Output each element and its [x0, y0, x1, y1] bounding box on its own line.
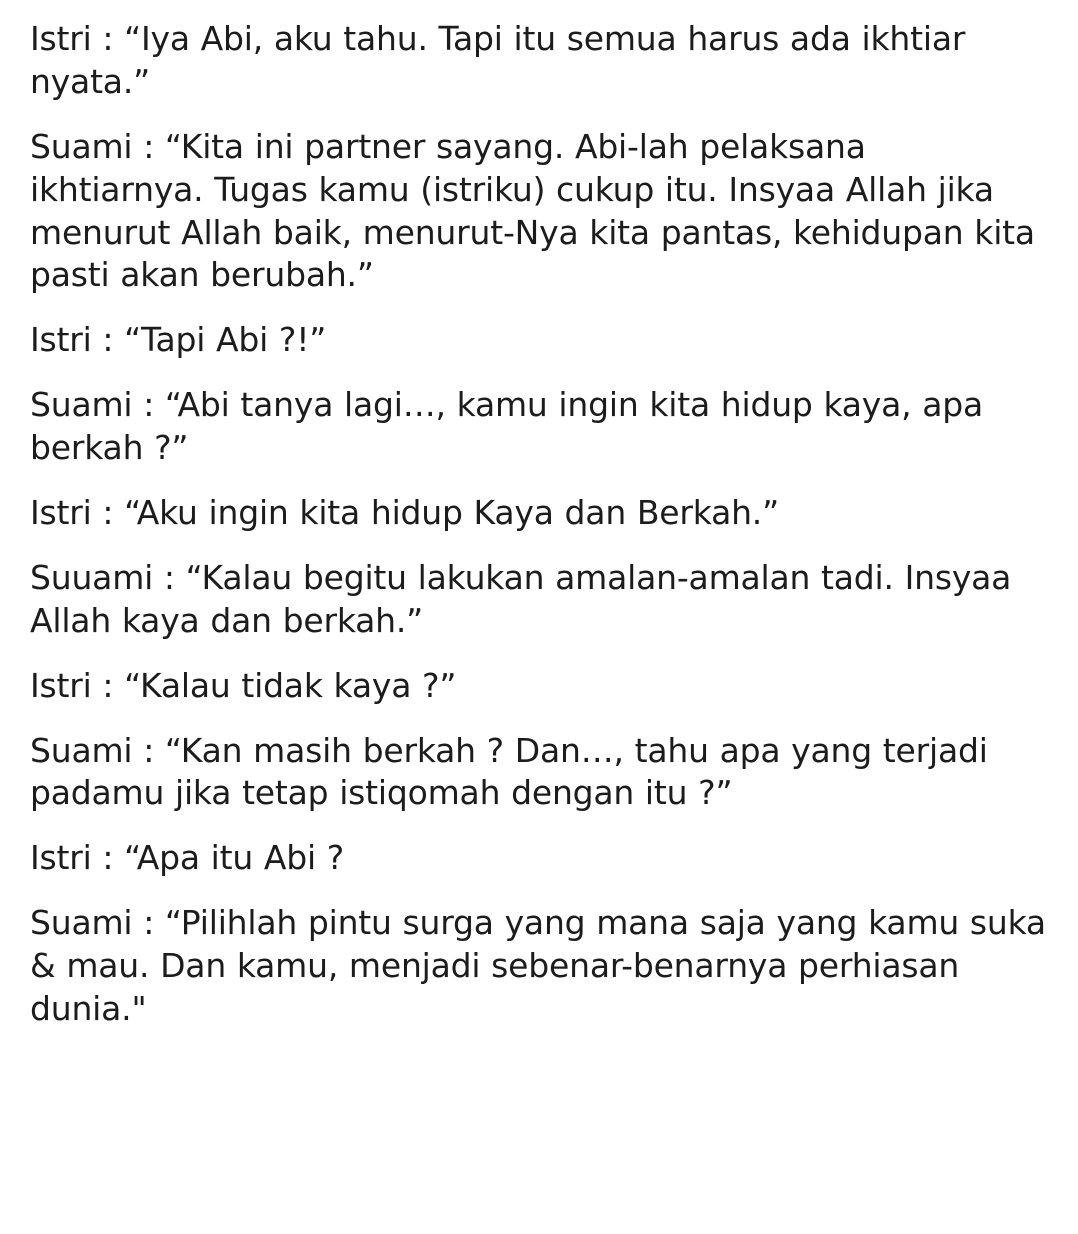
dialogue-paragraph: Istri : “Iya Abi, aku tahu. Tapi itu semua harus ada ikhtiar nyata.”: [30, 19, 966, 101]
dialogue-paragraph: Istri : “Tapi Abi ?!”: [30, 320, 327, 360]
dialogue-paragraph: Istri : “Apa itu Abi ?: [30, 838, 345, 878]
dialogue-paragraph: Suami : “Kita ini partner sayang. Abi-lah pelaksana ikhtiarnya. Tugas kamu (istriku) cukup itu. Insyaa Allah jika menurut Allah baik, menurut-Nya kita pantas, kehidupan kita pasti akan berubah.”: [30, 126, 1035, 295]
dialogue-paragraph: Suami : “Pilihlah pintu surga yang mana saja yang kamu suka & mau. Dan kamu, menjadi sebenar-benarnya perhiasan dunia.": [30, 903, 1046, 1029]
dialogue-paragraph: Istri : “Aku ingin kita hidup Kaya dan Berkah.”: [30, 493, 779, 533]
dialogue-paragraph: Suami : “Kan masih berkah ? Dan…, tahu apa yang terjadi padamu jika tetap istiqomah dengan itu ?”: [30, 730, 988, 813]
dialogue-paragraph: Suami : “Abi tanya lagi…, kamu ingin kita hidup kaya, apa berkah ?”: [30, 385, 984, 468]
dialogue-paragraph: Suuami : “Kalau begitu lakukan amalan-amalan tadi. Insyaa Allah kaya dan berkah.”: [30, 557, 1012, 640]
dialogue-paragraph: Istri : “Kalau tidak kaya ?”: [30, 665, 457, 705]
